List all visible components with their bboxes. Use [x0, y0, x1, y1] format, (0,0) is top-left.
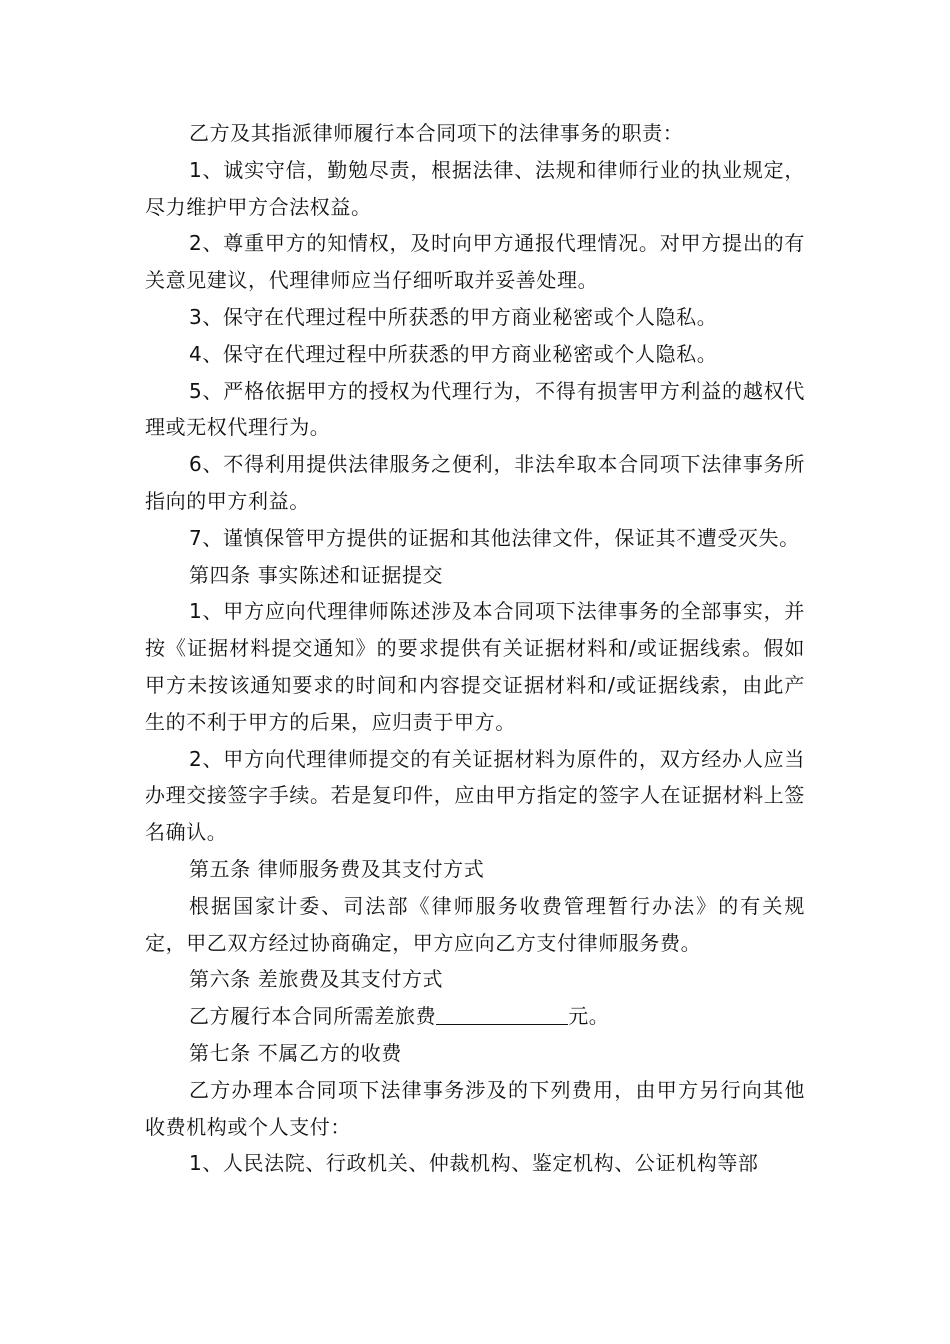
travel-fee-suffix: 元。	[568, 1004, 610, 1029]
duty-item-1: 1、诚实守信，勤勉尽责，根据法律、法规和律师行业的执业规定，尽力维护甲方合法权益。	[145, 157, 805, 219]
duty-item-2: 2、尊重甲方的知情权，及时向甲方通报代理情况。对甲方提出的有关意见建议，代理律师应当仔细听取并妥善处理。	[145, 231, 805, 293]
article-7-item-1: 1、人民法院、行政机关、仲裁机构、鉴定机构、公证机构等部	[189, 1151, 759, 1176]
article-4-heading: 第四条 事实陈述和证据提交	[189, 562, 444, 587]
article-7-body: 乙方办理本合同项下法律事务涉及的下列费用，由甲方另行向其他收费机构或个人支付：	[145, 1077, 805, 1139]
article-7-heading: 第七条 不属乙方的收费	[189, 1040, 402, 1065]
duty-item-6: 6、不得利用提供法律服务之便利，非法牟取本合同项下法律事务所指向的甲方利益。	[145, 452, 805, 513]
document-body	[145, 115, 805, 1182]
duty-item-5: 5、严格依据甲方的授权为代理行为，不得有损害甲方利益的越权代理或无权代理行为。	[145, 378, 805, 440]
travel-fee-line	[145, 998, 805, 1035]
duty-item-4: 4、保守在代理过程中所获悉的甲方商业秘密或个人隐私。	[189, 341, 718, 366]
duty-item-3: 3、保守在代理过程中所获悉的甲方商业秘密或个人隐私。	[189, 304, 718, 329]
article-4-clause-2: 2、甲方向代理律师提交的有关证据材料为原件的，双方经办人应当办理交接签字手续。若是复印件，应由甲方指定的签字人在证据材料上签名确认。	[145, 746, 805, 845]
article-5-heading: 第五条 律师服务费及其支付方式	[189, 856, 485, 881]
duty-item-7: 7、谨慎保管甲方提供的证据和其他法律文件，保证其不遭受灭失。	[189, 525, 800, 550]
lawyer-duties-intro: 乙方及其指派律师履行本合同项下的法律事务的职责：	[189, 121, 684, 145]
article-4-clause-1: 1、甲方应向代理律师陈述涉及本合同项下法律事务的全部事实，并按《证据材料提交通知》的要求提供有关证据材料和/或证据线索。假如甲方未按该通知要求的时间和内容提交证据材料和/或证据线索，由此产生的不利于甲方的后果，应归责于甲方。	[145, 599, 805, 734]
travel-fee-blank	[436, 1000, 568, 1025]
article-5-body: 根据国家计委、司法部《律师服务收费管理暂行办法》的有关规定，甲乙双方经过协商确定，甲方应向乙方支付律师服务费。	[145, 893, 805, 955]
travel-fee-prefix: 乙方履行本合同所需差旅费	[189, 1004, 437, 1029]
article-6-heading: 第六条 差旅费及其支付方式	[189, 967, 444, 992]
